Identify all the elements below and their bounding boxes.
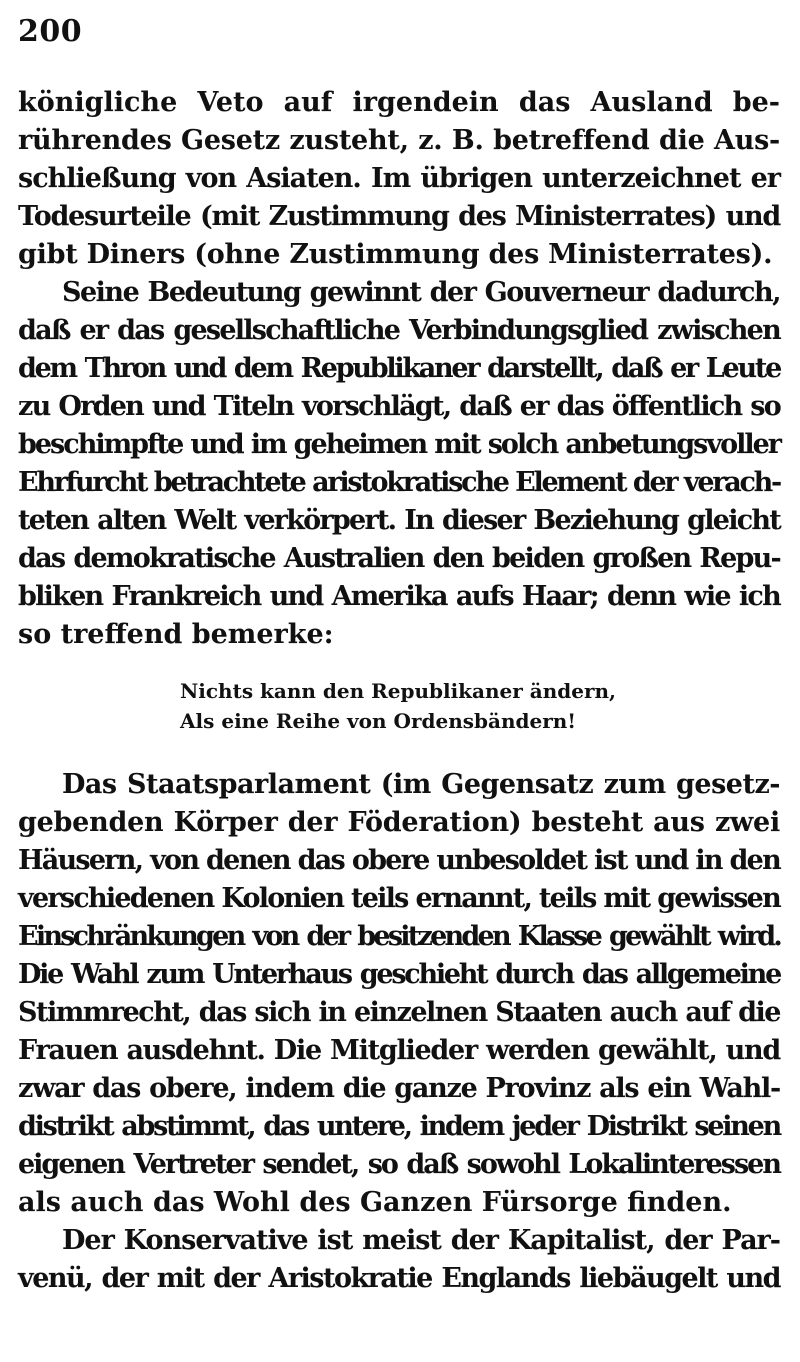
text-line: zwar das obere, indem die ganze Provinz als ein Wahl- (18, 1073, 780, 1104)
text-line: Die Wahl zum Unterhaus geschieht durch das allgemeine (18, 959, 780, 990)
text-line: königliche Veto auf irgendein das Ausland be- (18, 87, 780, 118)
verse-line: Als eine Reihe von Ordensbändern! (180, 709, 577, 733)
text-line: venü, der mit der Aristokratie Englands liebäugelt und (18, 1263, 780, 1294)
page-number: 200 (18, 14, 83, 49)
text-line: gibt Diners (ohne Zustimmung des Ministerrates). (18, 239, 773, 270)
text-line: dem Thron und dem Republikaner darstellt, daß er Leute (18, 353, 780, 384)
text-line: bliken Frankreich und Amerika aufs Haar; denn wie ich (18, 581, 780, 612)
text-line: zu Orden und Titeln vorschlägt, daß er das öffentlich so (18, 391, 780, 422)
text-line: beschimpfte und im geheimen mit solch anbetungsvoller (18, 429, 780, 460)
text-line: als auch das Wohl des Ganzen Fürsorge finden. (18, 1187, 732, 1218)
text-line: daß er das gesellschaftliche Verbindungsglied zwischen (18, 315, 780, 346)
paragraph-3 (18, 766, 780, 1222)
text-line: Einschränkungen von der besitzenden Klasse gewählt wird. (18, 921, 780, 952)
body-text (18, 84, 780, 1298)
text-line: teten alten Welt verkörpert. In dieser Beziehung gleicht (18, 505, 780, 536)
text-line: Ehrfurcht betrachtete aristokratische Element der verach- (18, 467, 780, 498)
text-line: rührendes Gesetz zusteht, z. B. betreffend die Aus- (18, 125, 780, 156)
text-line: Seine Bedeutung gewinnt der Gouverneur dadurch, (62, 277, 780, 308)
text-line: Todesurteile (mit Zustimmung des Ministerrates) und (18, 201, 780, 232)
text-line: eigenen Vertreter sendet, so daß sowohl Lokalinteressen (18, 1149, 780, 1180)
text-line: schließung von Asiaten. Im übrigen unterzeichnet er (18, 163, 780, 194)
text-line: das demokratische Australien den beiden großen Repu- (18, 543, 780, 574)
text-line: Häusern, von denen das obere unbesoldet ist und in den (18, 845, 780, 876)
text-line: verschiedenen Kolonien teils ernannt, teils mit gewissen (18, 883, 780, 914)
paragraph-1 (18, 84, 780, 274)
verse-line: Nichts kann den Republikaner ändern, (180, 679, 617, 703)
text-line: Frauen ausdehnt. Die Mitglieder werden gewählt, und (18, 1035, 780, 1066)
text-line: Das Staatsparlament (im Gegensatz zum gesetz- (62, 769, 780, 800)
text-line: Stimmrecht, das sich in einzelnen Staaten auch auf die (18, 997, 780, 1028)
text-line: distrikt abstimmt, das untere, indem jeder Distrikt seinen (18, 1111, 780, 1142)
text-line: gebenden Körper der Föderation) besteht aus zwei (18, 807, 780, 838)
text-line: Der Konservative ist meist der Kapitalist, der Par- (62, 1225, 780, 1256)
paragraph-4 (18, 1222, 780, 1298)
verse-quote (180, 676, 780, 736)
paragraph-2 (18, 274, 780, 654)
text-line: so treffend bemerke: (18, 619, 334, 650)
